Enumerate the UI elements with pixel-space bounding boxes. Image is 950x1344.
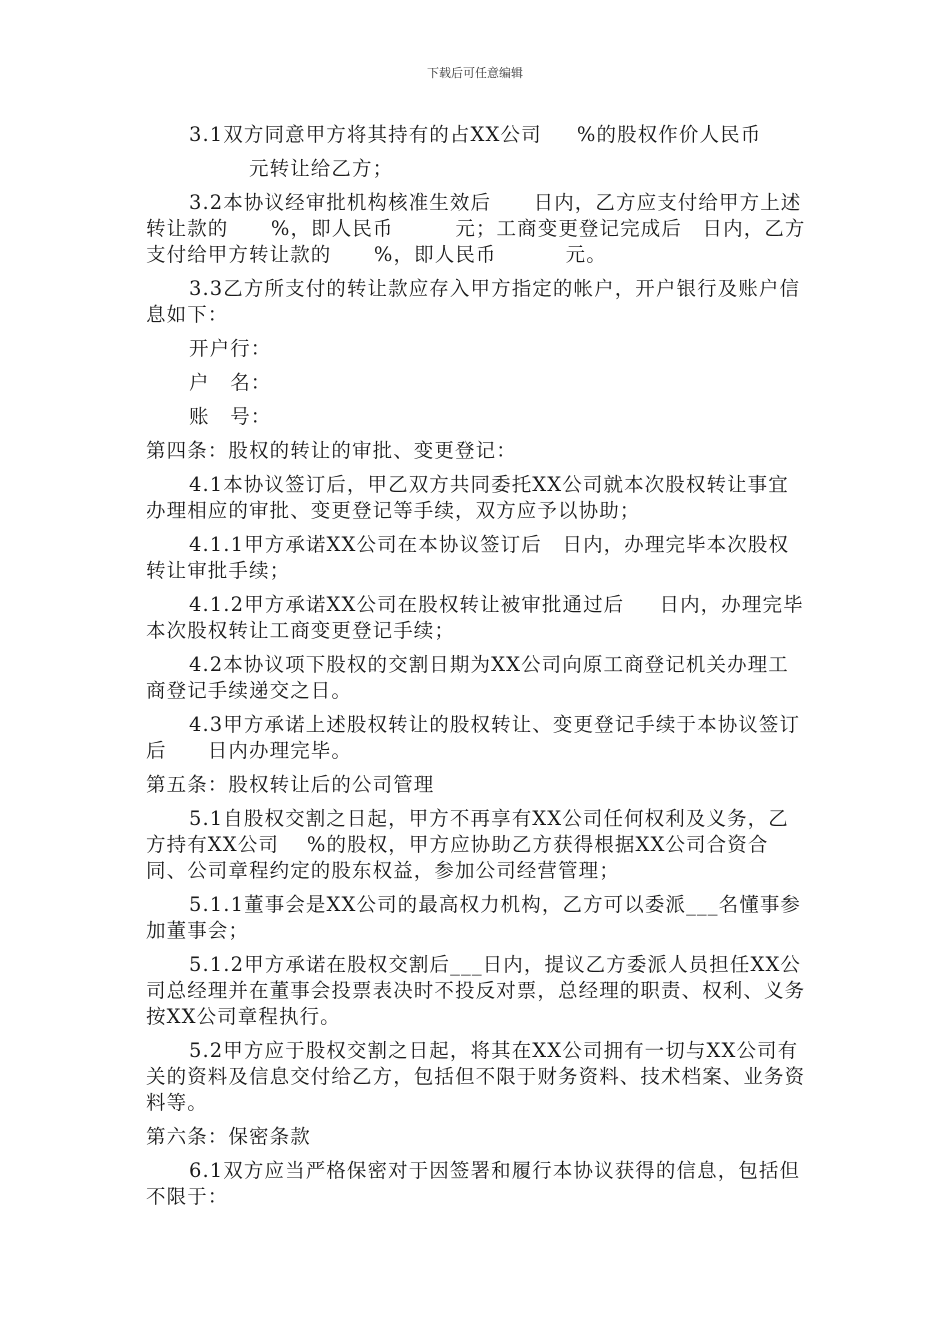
paragraph: 5.2甲方应于股权交割之日起，将其在XX公司拥有一切与XX公司有关的资料及信息交付给乙方，包括但不限于财务资料、技术档案、业务资料等。 <box>146 1039 806 1114</box>
paragraph: 开户行： <box>189 337 272 360</box>
paragraph: 3.2本协议经审批机构核准生效后 日内，乙方应支付给甲方上述转让款的 %，即人民币 元；工商变更登记完成后 日内，乙方支付给甲方转让款的 %，即人民币 元。 <box>146 191 806 266</box>
section-heading: 第五条：股权转让后的公司管理 <box>146 773 435 796</box>
paragraph: 4.1本协议签订后，甲乙双方共同委托XX公司就本次股权转让事宜办理相应的审批、变更登记等手续，双方应予以协助； <box>146 473 789 522</box>
paragraph: 4.3甲方承诺上述股权转让的股权转让、变更登记手续于本协议签订后 日内办理完毕。 <box>146 713 801 762</box>
paragraph: 3.3乙方所支付的转让款应存入甲方指定的帐户，开户银行及账户信息如下： <box>146 277 801 326</box>
paragraph: 5.1自股权交割之日起，甲方不再享有XX公司任何权利及义务，乙方持有XX公司 %的股权，甲方应协助乙方获得根据XX公司合资合同、公司章程约定的股东权益，参加公司经营管理； <box>146 807 789 882</box>
paragraph: 3.1双方同意甲方将其持有的占XX公司 %的股权作价人民币 <box>189 123 762 146</box>
document-body <box>146 122 808 1218</box>
paragraph: 6.1双方应当严格保密对于因签署和履行本协议获得的信息，包括但不限于： <box>146 1159 801 1208</box>
paragraph: 元转让给乙方； <box>249 157 394 180</box>
paragraph: 4.2本协议项下股权的交割日期为XX公司向原工商登记机关办理工商登记手续递交之日。 <box>146 653 789 702</box>
paragraph: 5.1.1董事会是XX公司的最高权力机构，乙方可以委派___名懂事参加董事会； <box>146 893 802 942</box>
paragraph: 4.1.2甲方承诺XX公司在股权转让被审批通过后 日内，办理完毕本次股权转让工商变更登记手续； <box>146 593 804 642</box>
section-heading: 第四条：股权的转让的审批、变更登记： <box>146 439 517 462</box>
paragraph: 户 名： <box>189 371 272 394</box>
paragraph: 账 号： <box>189 405 272 428</box>
paragraph: 4.1.1甲方承诺XX公司在本协议签订后 日内，办理完毕本次股权转让审批手续； <box>146 533 790 582</box>
page-header: 下载后可任意编辑 <box>426 66 523 80</box>
paragraph: 5.1.2甲方承诺在股权交割后___日内，提议乙方委派人员担任XX公司总经理并在董事会投票表决时不投反对票，总经理的职责、权利、义务按XX公司章程执行。 <box>146 953 806 1028</box>
section-heading: 第六条：保密条款 <box>146 1125 311 1148</box>
